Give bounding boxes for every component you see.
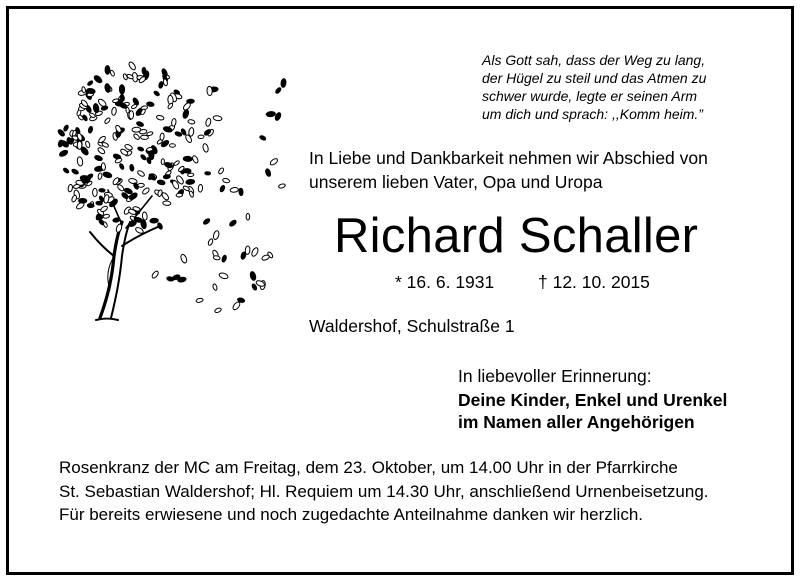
service-line: Für bereits erwiesene und noch zugedachte Anteilnahme danken wir herzlich.	[59, 505, 644, 524]
poem-line: der Hügel zu steil und das Atmen zu	[482, 70, 707, 86]
deceased-name: Richard Schaller	[334, 209, 699, 263]
mourners	[458, 389, 727, 433]
service-line: St. Sebastian Waldershof; Hl. Requiem um 14.30 Uhr, anschließend Urnenbeisetzung.	[59, 481, 709, 501]
poem-line: um dich und sprach: ,,Komm heim.”	[482, 106, 703, 122]
address: Waldershof, Schulstraße 1	[309, 316, 515, 336]
death-date: † 12. 10. 2015	[538, 272, 650, 292]
mourners-line: Deine Kinder, Enkel und Urenkel	[458, 390, 728, 410]
mourners-line: im Namen aller Angehörigen	[458, 412, 695, 432]
poem-line: Als Gott sah, dass der Weg zu lang,	[482, 52, 706, 68]
service-details	[59, 456, 709, 527]
memory-heading: In liebevoller Erinnerung:	[458, 366, 652, 386]
intro-line: In Liebe und Dankbarkeit nehmen wir Abschied von	[309, 148, 708, 168]
leaves	[57, 61, 286, 314]
intro-text	[309, 146, 708, 194]
service-line: Rosenkranz der MC am Freitag, dem 23. Oktober, um 14.00 Uhr in der Pfarrkirche	[59, 458, 678, 477]
windblown-tree-icon	[56, 56, 288, 324]
poem	[482, 51, 744, 123]
birth-date: * 16. 6. 1931	[395, 272, 495, 292]
intro-line: unserem lieben Vater, Opa und Uropa	[309, 172, 603, 192]
poem-line: schwer wurde, legte er seinen Arm	[482, 88, 698, 104]
